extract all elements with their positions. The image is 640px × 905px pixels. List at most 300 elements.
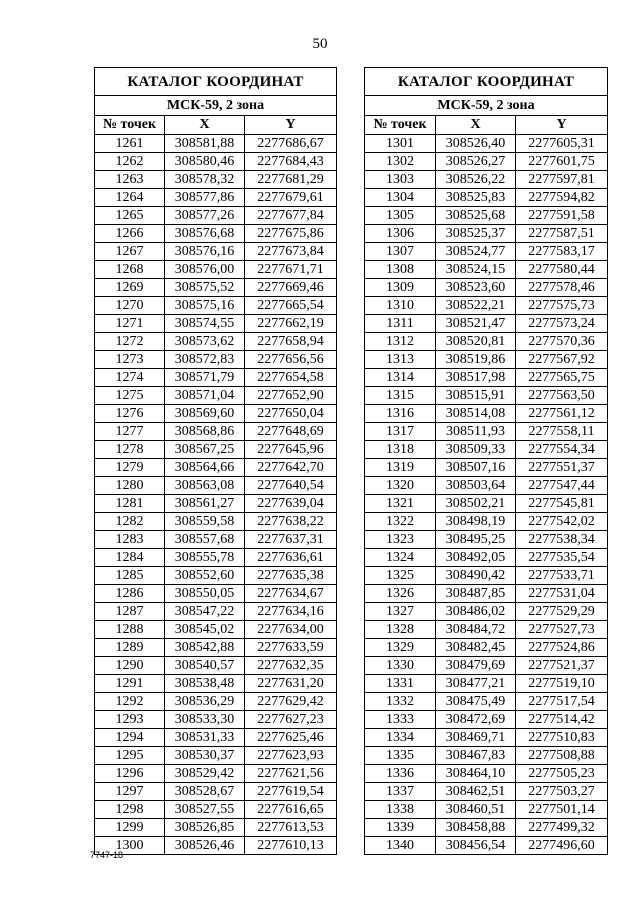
- x-coordinate-cell: 308568,86: [165, 423, 245, 441]
- table-row: [365, 333, 608, 351]
- table-row: [365, 225, 608, 243]
- x-coordinate-cell: 308517,98: [436, 369, 516, 387]
- y-coordinate-cell: 2277658,94: [245, 333, 337, 351]
- table-row: [95, 675, 337, 693]
- point-number-cell: 1335: [365, 747, 436, 765]
- coordinate-system-subtitle: МСК-59, 2 зона: [95, 96, 337, 116]
- x-coordinate-cell: 308528,67: [165, 783, 245, 801]
- table-row: [365, 639, 608, 657]
- y-coordinate-cell: 2277535,54: [516, 549, 608, 567]
- table-row: [365, 135, 608, 153]
- table-row: [365, 351, 608, 369]
- y-coordinate-cell: 2277573,24: [516, 315, 608, 333]
- x-coordinate-cell: 308524,15: [436, 261, 516, 279]
- y-coordinate-cell: 2277623,93: [245, 747, 337, 765]
- table-row: [365, 657, 608, 675]
- y-coordinate-cell: 2277627,23: [245, 711, 337, 729]
- y-coordinate-cell: 2277514,42: [516, 711, 608, 729]
- x-coordinate-cell: 308573,62: [165, 333, 245, 351]
- y-coordinate-cell: 2277616,65: [245, 801, 337, 819]
- point-number-cell: 1296: [95, 765, 165, 783]
- table-row: [365, 729, 608, 747]
- x-coordinate-cell: 308519,86: [436, 351, 516, 369]
- point-number-cell: 1314: [365, 369, 436, 387]
- point-number-cell: 1264: [95, 189, 165, 207]
- point-number-cell: 1268: [95, 261, 165, 279]
- point-number-cell: 1277: [95, 423, 165, 441]
- column-header-x: X: [165, 116, 245, 135]
- y-coordinate-cell: 2277591,58: [516, 207, 608, 225]
- point-number-cell: 1279: [95, 459, 165, 477]
- x-coordinate-cell: 308580,46: [165, 153, 245, 171]
- point-number-cell: 1329: [365, 639, 436, 657]
- y-coordinate-cell: 2277517,54: [516, 693, 608, 711]
- point-number-cell: 1312: [365, 333, 436, 351]
- x-coordinate-cell: 308484,72: [436, 621, 516, 639]
- x-coordinate-cell: 308521,47: [436, 315, 516, 333]
- coordinate-system-subtitle: МСК-59, 2 зона: [365, 96, 608, 116]
- point-number-cell: 1308: [365, 261, 436, 279]
- y-coordinate-cell: 2277597,81: [516, 171, 608, 189]
- y-coordinate-cell: 2277519,10: [516, 675, 608, 693]
- table-row: [95, 729, 337, 747]
- point-number-cell: 1315: [365, 387, 436, 405]
- y-coordinate-cell: 2277496,60: [516, 837, 608, 855]
- y-coordinate-cell: 2277645,96: [245, 441, 337, 459]
- y-coordinate-cell: 2277545,81: [516, 495, 608, 513]
- y-coordinate-cell: 2277654,58: [245, 369, 337, 387]
- x-coordinate-cell: 308525,68: [436, 207, 516, 225]
- table-row: [95, 369, 337, 387]
- table-row: [365, 279, 608, 297]
- y-coordinate-cell: 2277521,37: [516, 657, 608, 675]
- point-number-cell: 1316: [365, 405, 436, 423]
- y-coordinate-cell: 2277625,46: [245, 729, 337, 747]
- x-coordinate-cell: 308523,60: [436, 279, 516, 297]
- table-row: [365, 801, 608, 819]
- table-row: [95, 567, 337, 585]
- point-number-cell: 1320: [365, 477, 436, 495]
- x-coordinate-cell: 308538,48: [165, 675, 245, 693]
- x-coordinate-cell: 308567,25: [165, 441, 245, 459]
- table-row: [95, 603, 337, 621]
- x-coordinate-cell: 308575,52: [165, 279, 245, 297]
- document-code: 7747-18: [90, 850, 124, 860]
- point-number-cell: 1325: [365, 567, 436, 585]
- x-coordinate-cell: 308495,25: [436, 531, 516, 549]
- table-row: [365, 693, 608, 711]
- table-row: [95, 711, 337, 729]
- point-number-cell: 1339: [365, 819, 436, 837]
- y-coordinate-cell: 2277652,90: [245, 387, 337, 405]
- point-number-cell: 1299: [95, 819, 165, 837]
- column-header-point-number: № точек: [365, 116, 436, 135]
- y-coordinate-cell: 2277563,50: [516, 387, 608, 405]
- x-coordinate-cell: 308515,91: [436, 387, 516, 405]
- table-row: [95, 243, 337, 261]
- x-coordinate-cell: 308526,27: [436, 153, 516, 171]
- point-number-cell: 1334: [365, 729, 436, 747]
- x-coordinate-cell: 308576,00: [165, 261, 245, 279]
- table-row: [95, 135, 337, 153]
- y-coordinate-cell: 2277499,32: [516, 819, 608, 837]
- y-coordinate-cell: 2277554,34: [516, 441, 608, 459]
- table-row: [95, 459, 337, 477]
- y-coordinate-cell: 2277675,86: [245, 225, 337, 243]
- point-number-cell: 1326: [365, 585, 436, 603]
- table-row: [95, 351, 337, 369]
- point-number-cell: 1298: [95, 801, 165, 819]
- y-coordinate-cell: 2277636,61: [245, 549, 337, 567]
- point-number-cell: 1302: [365, 153, 436, 171]
- x-coordinate-cell: 308533,30: [165, 711, 245, 729]
- table-row: [95, 315, 337, 333]
- table-row: [365, 243, 608, 261]
- y-coordinate-cell: 2277503,27: [516, 783, 608, 801]
- table-row: [365, 747, 608, 765]
- table-row: [365, 585, 608, 603]
- x-coordinate-cell: 308479,69: [436, 657, 516, 675]
- point-number-cell: 1280: [95, 477, 165, 495]
- point-number-cell: 1263: [95, 171, 165, 189]
- x-coordinate-cell: 308526,22: [436, 171, 516, 189]
- table-row: [365, 675, 608, 693]
- x-coordinate-cell: 308525,83: [436, 189, 516, 207]
- x-coordinate-cell: 308563,08: [165, 477, 245, 495]
- y-coordinate-cell: 2277565,75: [516, 369, 608, 387]
- y-coordinate-cell: 2277633,59: [245, 639, 337, 657]
- column-header-y: Y: [245, 116, 337, 135]
- point-number-cell: 1317: [365, 423, 436, 441]
- table-row: [365, 207, 608, 225]
- y-coordinate-cell: 2277561,12: [516, 405, 608, 423]
- y-coordinate-cell: 2277587,51: [516, 225, 608, 243]
- x-coordinate-cell: 308531,33: [165, 729, 245, 747]
- point-number-cell: 1265: [95, 207, 165, 225]
- x-coordinate-cell: 308509,33: [436, 441, 516, 459]
- table-row: [365, 189, 608, 207]
- table-row: [95, 297, 337, 315]
- x-coordinate-cell: 308574,55: [165, 315, 245, 333]
- y-coordinate-cell: 2277656,56: [245, 351, 337, 369]
- point-number-cell: 1273: [95, 351, 165, 369]
- table-row: [95, 747, 337, 765]
- table-row: [365, 621, 608, 639]
- point-number-cell: 1269: [95, 279, 165, 297]
- point-number-cell: 1330: [365, 657, 436, 675]
- x-coordinate-cell: 308464,10: [436, 765, 516, 783]
- point-number-cell: 1289: [95, 639, 165, 657]
- table-row: [95, 441, 337, 459]
- table-row: [95, 405, 337, 423]
- y-coordinate-cell: 2277531,04: [516, 585, 608, 603]
- table-row: [95, 153, 337, 171]
- x-coordinate-cell: 308486,02: [436, 603, 516, 621]
- y-coordinate-cell: 2277632,35: [245, 657, 337, 675]
- point-number-cell: 1313: [365, 351, 436, 369]
- x-coordinate-cell: 308557,68: [165, 531, 245, 549]
- y-coordinate-cell: 2277677,84: [245, 207, 337, 225]
- y-coordinate-cell: 2277605,31: [516, 135, 608, 153]
- point-number-cell: 1267: [95, 243, 165, 261]
- point-number-cell: 1336: [365, 765, 436, 783]
- table-row: [365, 171, 608, 189]
- x-coordinate-cell: 308577,26: [165, 207, 245, 225]
- y-coordinate-cell: 2277648,69: [245, 423, 337, 441]
- table-row: [365, 153, 608, 171]
- point-number-cell: 1324: [365, 549, 436, 567]
- table-row: [95, 279, 337, 297]
- y-coordinate-cell: 2277551,37: [516, 459, 608, 477]
- x-coordinate-cell: 308502,21: [436, 495, 516, 513]
- x-coordinate-cell: 308526,46: [165, 837, 245, 855]
- point-number-cell: 1328: [365, 621, 436, 639]
- y-coordinate-cell: 2277527,73: [516, 621, 608, 639]
- y-coordinate-cell: 2277621,56: [245, 765, 337, 783]
- y-coordinate-cell: 2277510,83: [516, 729, 608, 747]
- y-coordinate-cell: 2277501,14: [516, 801, 608, 819]
- table-row: [95, 657, 337, 675]
- table-row: [95, 639, 337, 657]
- x-coordinate-cell: 308503,64: [436, 477, 516, 495]
- y-coordinate-cell: 2277681,29: [245, 171, 337, 189]
- y-coordinate-cell: 2277578,46: [516, 279, 608, 297]
- y-coordinate-cell: 2277631,20: [245, 675, 337, 693]
- table-row: [365, 459, 608, 477]
- x-coordinate-cell: 308547,22: [165, 603, 245, 621]
- point-number-cell: 1278: [95, 441, 165, 459]
- point-number-cell: 1290: [95, 657, 165, 675]
- y-coordinate-cell: 2277601,75: [516, 153, 608, 171]
- table-row: [365, 711, 608, 729]
- point-number-cell: 1319: [365, 459, 436, 477]
- x-coordinate-cell: 308462,51: [436, 783, 516, 801]
- catalog-title: КАТАЛОГ КООРДИНАТ: [95, 68, 337, 96]
- table-row: [95, 621, 337, 639]
- point-number-cell: 1281: [95, 495, 165, 513]
- point-number-cell: 1327: [365, 603, 436, 621]
- y-coordinate-cell: 2277583,17: [516, 243, 608, 261]
- x-coordinate-cell: 308576,68: [165, 225, 245, 243]
- y-coordinate-cell: 2277662,19: [245, 315, 337, 333]
- x-coordinate-cell: 308460,51: [436, 801, 516, 819]
- y-coordinate-cell: 2277679,61: [245, 189, 337, 207]
- table-row: [365, 603, 608, 621]
- point-number-cell: 1293: [95, 711, 165, 729]
- y-coordinate-cell: 2277547,44: [516, 477, 608, 495]
- y-coordinate-cell: 2277580,44: [516, 261, 608, 279]
- x-coordinate-cell: 308529,42: [165, 765, 245, 783]
- x-coordinate-cell: 308559,58: [165, 513, 245, 531]
- y-coordinate-cell: 2277635,38: [245, 567, 337, 585]
- x-coordinate-cell: 308575,16: [165, 297, 245, 315]
- point-number-cell: 1291: [95, 675, 165, 693]
- y-coordinate-cell: 2277610,13: [245, 837, 337, 855]
- y-coordinate-cell: 2277650,04: [245, 405, 337, 423]
- point-number-cell: 1306: [365, 225, 436, 243]
- point-number-cell: 1272: [95, 333, 165, 351]
- x-coordinate-cell: 308527,55: [165, 801, 245, 819]
- y-coordinate-cell: 2277634,67: [245, 585, 337, 603]
- table-row: [95, 693, 337, 711]
- x-coordinate-cell: 308552,60: [165, 567, 245, 585]
- y-coordinate-cell: 2277642,70: [245, 459, 337, 477]
- x-coordinate-cell: 308526,85: [165, 819, 245, 837]
- table-row: [95, 207, 337, 225]
- point-number-cell: 1307: [365, 243, 436, 261]
- column-header-x: X: [436, 116, 516, 135]
- point-number-cell: 1318: [365, 441, 436, 459]
- point-number-cell: 1332: [365, 693, 436, 711]
- y-coordinate-cell: 2277669,46: [245, 279, 337, 297]
- table-row: [365, 549, 608, 567]
- catalog-title: КАТАЛОГ КООРДИНАТ: [365, 68, 608, 96]
- table-row: [365, 513, 608, 531]
- table-row: [95, 801, 337, 819]
- table-row: [95, 549, 337, 567]
- table-row: [365, 297, 608, 315]
- x-coordinate-cell: 308550,05: [165, 585, 245, 603]
- coordinate-catalog-table-left: [94, 67, 337, 855]
- point-number-cell: 1305: [365, 207, 436, 225]
- table-row: [365, 423, 608, 441]
- point-number-cell: 1287: [95, 603, 165, 621]
- table-row: [95, 819, 337, 837]
- point-number-cell: 1274: [95, 369, 165, 387]
- point-number-cell: 1297: [95, 783, 165, 801]
- x-coordinate-cell: 308572,83: [165, 351, 245, 369]
- point-number-cell: 1266: [95, 225, 165, 243]
- table-row: [365, 387, 608, 405]
- x-coordinate-cell: 308564,66: [165, 459, 245, 477]
- table-row: [365, 765, 608, 783]
- table-row: [365, 783, 608, 801]
- table-row: [95, 225, 337, 243]
- point-number-cell: 1301: [365, 135, 436, 153]
- y-coordinate-cell: 2277505,23: [516, 765, 608, 783]
- table-row: [365, 819, 608, 837]
- table-row: [95, 423, 337, 441]
- x-coordinate-cell: 308469,71: [436, 729, 516, 747]
- x-coordinate-cell: 308555,78: [165, 549, 245, 567]
- table-row: [365, 495, 608, 513]
- table-row: [95, 531, 337, 549]
- x-coordinate-cell: 308482,45: [436, 639, 516, 657]
- x-coordinate-cell: 308569,60: [165, 405, 245, 423]
- x-coordinate-cell: 308511,93: [436, 423, 516, 441]
- point-number-cell: 1284: [95, 549, 165, 567]
- table-row: [365, 531, 608, 549]
- x-coordinate-cell: 308542,88: [165, 639, 245, 657]
- point-number-cell: 1337: [365, 783, 436, 801]
- point-number-cell: 1310: [365, 297, 436, 315]
- x-coordinate-cell: 308576,16: [165, 243, 245, 261]
- table-row: [95, 765, 337, 783]
- y-coordinate-cell: 2277673,84: [245, 243, 337, 261]
- x-coordinate-cell: 308456,54: [436, 837, 516, 855]
- point-number-cell: 1338: [365, 801, 436, 819]
- x-coordinate-cell: 308526,40: [436, 135, 516, 153]
- point-number-cell: 1292: [95, 693, 165, 711]
- table-row: [95, 261, 337, 279]
- y-coordinate-cell: 2277638,22: [245, 513, 337, 531]
- x-coordinate-cell: 308477,21: [436, 675, 516, 693]
- point-number-cell: 1340: [365, 837, 436, 855]
- x-coordinate-cell: 308540,57: [165, 657, 245, 675]
- y-coordinate-cell: 2277640,54: [245, 477, 337, 495]
- table-row: [365, 441, 608, 459]
- column-header-point-number: № точек: [95, 116, 165, 135]
- y-coordinate-cell: 2277637,31: [245, 531, 337, 549]
- y-coordinate-cell: 2277639,04: [245, 495, 337, 513]
- table-row: [365, 261, 608, 279]
- x-coordinate-cell: 308571,04: [165, 387, 245, 405]
- y-coordinate-cell: 2277634,16: [245, 603, 337, 621]
- table-row: [95, 495, 337, 513]
- x-coordinate-cell: 308571,79: [165, 369, 245, 387]
- y-coordinate-cell: 2277529,29: [516, 603, 608, 621]
- x-coordinate-cell: 308514,08: [436, 405, 516, 423]
- table-row: [365, 315, 608, 333]
- y-coordinate-cell: 2277575,73: [516, 297, 608, 315]
- table-row: [95, 513, 337, 531]
- point-number-cell: 1333: [365, 711, 436, 729]
- x-coordinate-cell: 308467,83: [436, 747, 516, 765]
- x-coordinate-cell: 308522,21: [436, 297, 516, 315]
- table-row: [95, 837, 337, 855]
- y-coordinate-cell: 2277570,36: [516, 333, 608, 351]
- point-number-cell: 1303: [365, 171, 436, 189]
- table-row: [365, 369, 608, 387]
- point-number-cell: 1331: [365, 675, 436, 693]
- point-number-cell: 1309: [365, 279, 436, 297]
- y-coordinate-cell: 2277613,53: [245, 819, 337, 837]
- x-coordinate-cell: 308475,49: [436, 693, 516, 711]
- x-coordinate-cell: 308536,29: [165, 693, 245, 711]
- point-number-cell: 1294: [95, 729, 165, 747]
- y-coordinate-cell: 2277686,67: [245, 135, 337, 153]
- point-number-cell: 1282: [95, 513, 165, 531]
- table-row: [95, 189, 337, 207]
- y-coordinate-cell: 2277671,71: [245, 261, 337, 279]
- point-number-cell: 1295: [95, 747, 165, 765]
- point-number-cell: 1285: [95, 567, 165, 585]
- point-number-cell: 1304: [365, 189, 436, 207]
- point-number-cell: 1286: [95, 585, 165, 603]
- y-coordinate-cell: 2277665,54: [245, 297, 337, 315]
- coordinate-catalog-table-right: [364, 67, 608, 855]
- x-coordinate-cell: 308578,32: [165, 171, 245, 189]
- point-number-cell: 1283: [95, 531, 165, 549]
- x-coordinate-cell: 308492,05: [436, 549, 516, 567]
- y-coordinate-cell: 2277533,71: [516, 567, 608, 585]
- y-coordinate-cell: 2277629,42: [245, 693, 337, 711]
- page-number: 50: [312, 36, 328, 52]
- x-coordinate-cell: 308498,19: [436, 513, 516, 531]
- x-coordinate-cell: 308561,27: [165, 495, 245, 513]
- x-coordinate-cell: 308458,88: [436, 819, 516, 837]
- point-number-cell: 1271: [95, 315, 165, 333]
- table-row: [95, 171, 337, 189]
- x-coordinate-cell: 308487,85: [436, 585, 516, 603]
- x-coordinate-cell: 308472,69: [436, 711, 516, 729]
- x-coordinate-cell: 308577,86: [165, 189, 245, 207]
- y-coordinate-cell: 2277538,34: [516, 531, 608, 549]
- x-coordinate-cell: 308520,81: [436, 333, 516, 351]
- table-row: [365, 405, 608, 423]
- point-number-cell: 1288: [95, 621, 165, 639]
- x-coordinate-cell: 308545,02: [165, 621, 245, 639]
